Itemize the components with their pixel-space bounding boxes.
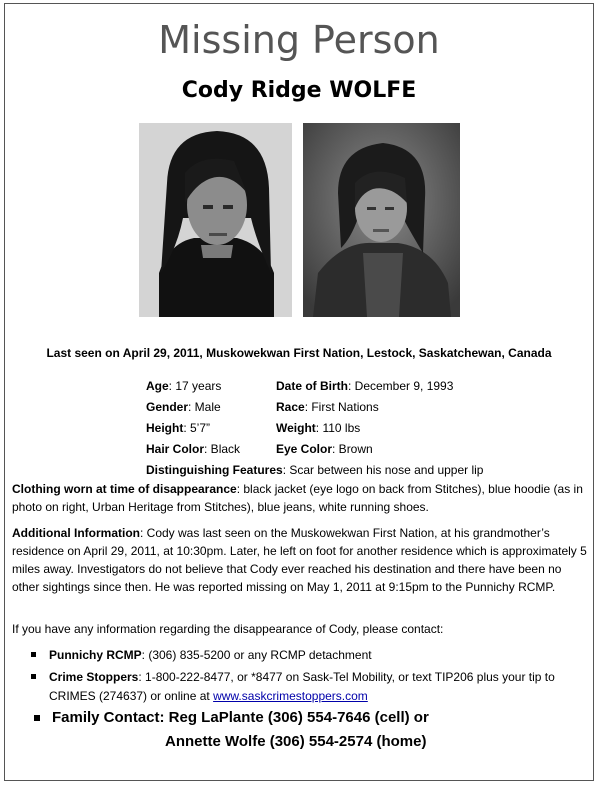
photo-right xyxy=(303,123,460,317)
height-label: Height xyxy=(146,421,184,435)
last-seen-line: Last seen on April 29, 2011, Muskowekwan First Nation, Lestock, Saskatchewan, Canada xyxy=(46,346,552,360)
age-label: Age xyxy=(146,379,169,393)
photo-left xyxy=(139,123,292,317)
features-value: : Scar between his nose and upper lip xyxy=(282,463,484,477)
clothing-text: : black jacket (eye logo on back from Stitches), blue hoodie (as in photo on right, Urban Heritage from Stitches), blue jeans, white running shoes. xyxy=(12,482,583,514)
features-label: Distinguishing Features xyxy=(146,463,283,477)
dob-value: : December 9, 1993 xyxy=(348,379,454,393)
bullet-icon xyxy=(31,674,36,679)
family-contact-text1: Family Contact: Reg LaPlante (306) 554-7646 (cell) or xyxy=(52,709,429,726)
additional-info-paragraph xyxy=(12,524,588,596)
contact-text: : 1-800-222-8477, or *8477 on Sask-Tel Mobility, or text TIP206 plus your tip to CRIMES (274637) or online at xyxy=(49,670,555,703)
clothing-paragraph xyxy=(12,480,588,516)
contact-text: : (306) 835-5200 or any RCMP detachment xyxy=(141,648,372,662)
contact-item-crime-stoppers xyxy=(31,668,586,706)
crime-stoppers-link[interactable]: www.saskcrimestoppers.com xyxy=(213,689,368,703)
weight-value: : 110 lbs xyxy=(315,421,361,435)
eye-label: Eye Color xyxy=(276,442,333,456)
hair-label: Hair Color xyxy=(146,442,205,456)
race-value: : First Nations xyxy=(304,400,379,414)
additional-label: Additional Information xyxy=(12,526,140,540)
eye-value: : Brown xyxy=(332,442,373,456)
family-contact-line2: Annette Wolfe (306) 554-2574 (home) xyxy=(165,733,427,750)
poster-title: Missing Person xyxy=(158,18,440,62)
weight-label: Weight xyxy=(276,421,316,435)
clothing-label: Clothing worn at time of disappearance xyxy=(12,482,237,496)
age-value: : 17 years xyxy=(168,379,222,393)
additional-text: : Cody was last seen on the Muskowekwan First Nation, at his grandmother’s residence on April 29, 2011, at 10:30pm. Later, he left on foot for another residence which is approximately 5 miles away. Investigators do not believe that Cody ever reached his destination and there have been no other sightings since then. He was reported missing on May 1, 2011 at 9:15pm to the Punnichy RCMP. xyxy=(12,526,587,594)
contact-item-rcmp xyxy=(31,646,586,665)
family-contact-line1 xyxy=(34,709,574,726)
gender-label: Gender xyxy=(146,400,189,414)
contact-intro: If you have any information regarding the disappearance of Cody, please contact: xyxy=(12,622,444,636)
contact-list xyxy=(31,646,586,709)
race-label: Race xyxy=(276,400,305,414)
missing-person-poster xyxy=(4,3,594,781)
gender-value: : Male xyxy=(188,400,221,414)
hair-value: : Black xyxy=(204,442,241,456)
person-name: Cody Ridge WOLFE xyxy=(181,78,417,103)
dob-label: Date of Birth xyxy=(276,379,348,393)
height-value: : 5’7” xyxy=(183,421,211,435)
bullet-icon xyxy=(34,715,40,721)
contact-label: Crime Stoppers xyxy=(49,670,139,684)
contact-label: Punnichy RCMP xyxy=(49,648,142,662)
bullet-icon xyxy=(31,652,36,657)
